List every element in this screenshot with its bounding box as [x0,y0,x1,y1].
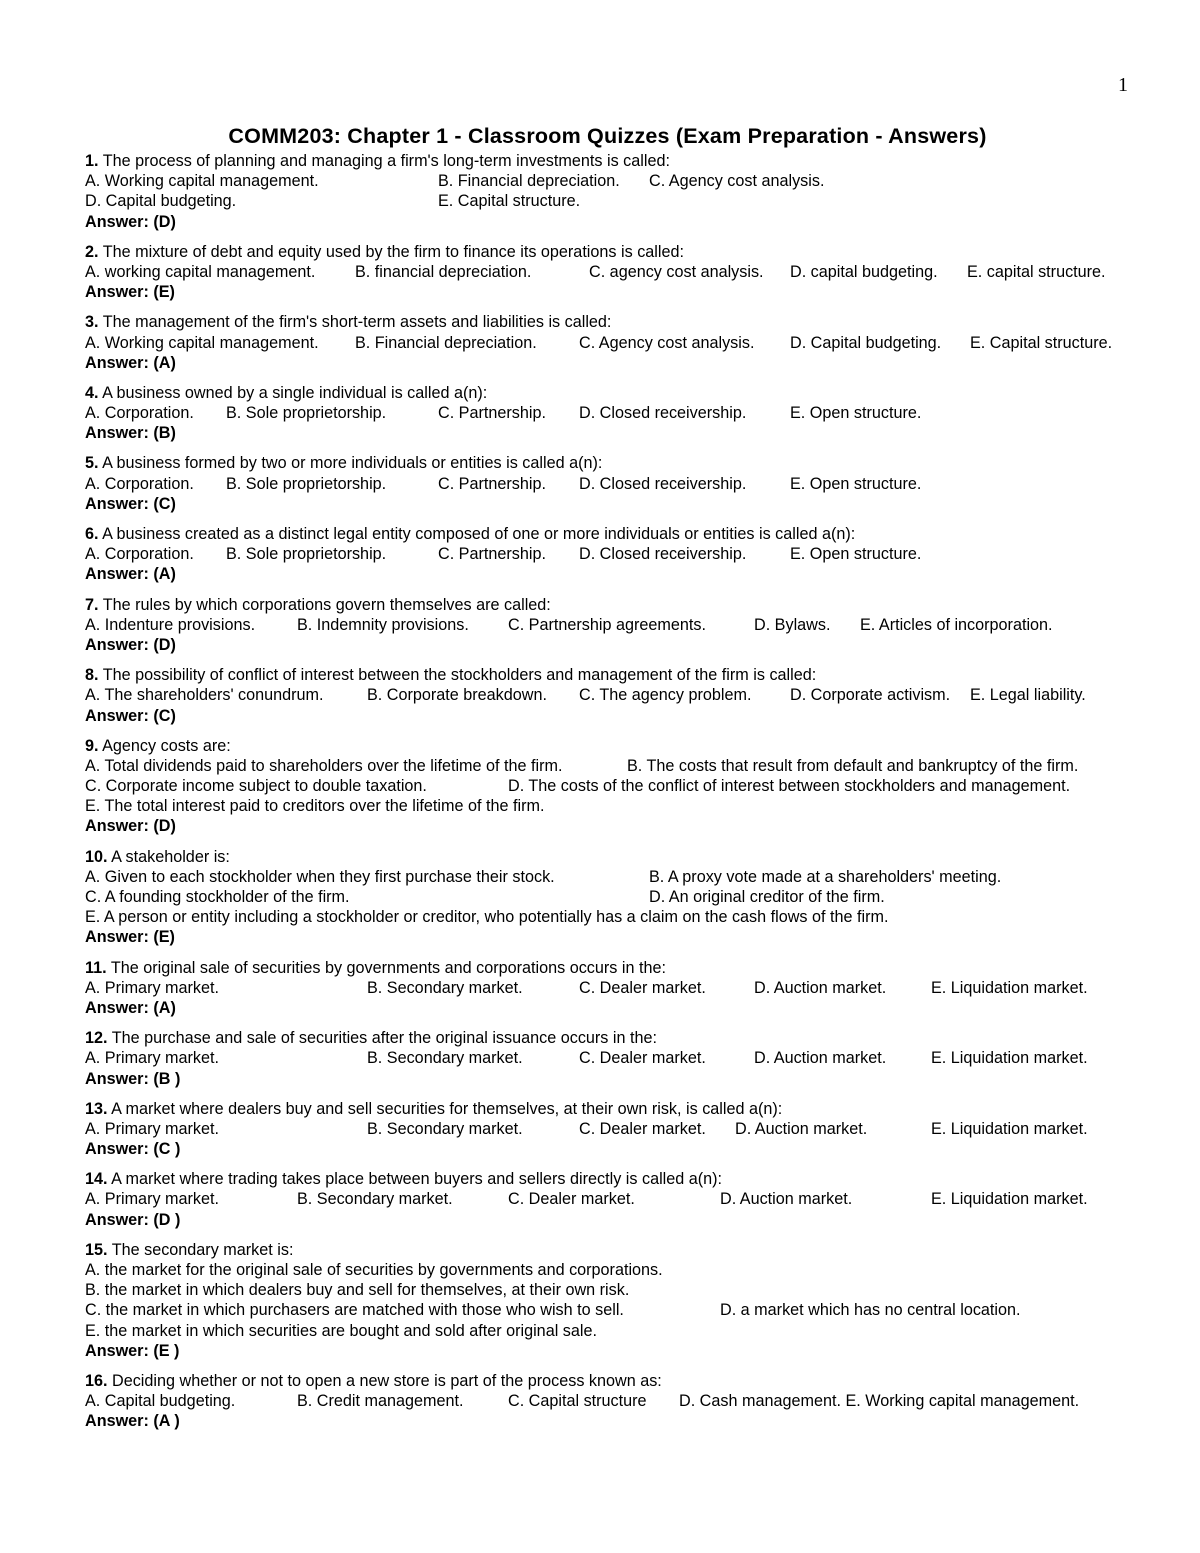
question-stem [85,1169,1185,1189]
answer-option: C. Partnership. [438,404,546,423]
answer-option: A. Corporation. [85,545,194,564]
answer-option: B. Financial depreciation. [438,172,620,191]
question-stem [85,736,1185,756]
answer-option: E. Open structure. [790,545,922,564]
answer-option: B. financial depreciation. [355,262,532,281]
question-number: 3. [85,313,99,332]
question-number: 14. [85,1170,108,1189]
question-stem [85,453,1185,473]
answer-option: E. Liquidation market. [931,1049,1088,1068]
question-text: The process of planning and managing a firm's long-term investments is called: [98,152,670,170]
question-text: The mixture of debt and equity used by the firm to finance its operations is called: [98,242,684,261]
answer-option: D. Cash management. E. Working capital management. [679,1392,1080,1411]
answer-option: B. Secondary market. [367,978,523,997]
question-stem [85,151,1185,171]
question-text: The management of the firm's short-term assets and liabilities is called: [98,313,612,332]
question-stem [85,524,1185,544]
question-stem [85,383,1185,403]
answer-option: E. Open structure. [790,404,922,423]
answer-key: Answer: (C) [85,494,176,513]
answer-option: A. Given to each stockholder when they first purchase their stock. [85,867,555,886]
answer-option: C. Partnership agreements. [508,615,706,634]
answer-option: A. Primary market. [85,1049,220,1068]
options-line [85,867,1185,887]
question-number: 5. [85,454,99,473]
answer-option: D. Closed receivership. [579,404,747,423]
answer-option: D. Auction market. [720,1190,853,1209]
options-line [85,1189,1185,1209]
answer-option: E. Articles of incorporation. [860,615,1053,634]
answer-option: D. Corporate activism. [790,686,951,705]
answer-option: C. Agency cost analysis. [579,333,755,352]
options-line [85,262,1185,282]
question-number: 15. [85,1240,108,1259]
options-line [85,544,1185,564]
answer-option: C. the market in which purchasers are matched with those who wish to sell. [85,1301,624,1320]
answer-key: Answer: (A) [85,565,176,584]
question-stem [85,595,1185,615]
options-line [85,474,1185,494]
question-text: A business created as a distinct legal entity composed of one or more individuals or entities is called a(n): [98,525,856,543]
options-line [85,171,1185,191]
answer-option: C. A founding stockholder of the firm. [85,888,350,906]
question-block [85,1028,1185,1089]
answer-option: A. the market for the original sale of securities by governments and corporations. [85,1261,663,1279]
question-number: 7. [85,595,99,614]
answer-option: D. The costs of the conflict of interest between stockholders and management. [508,777,1071,796]
options-line [85,403,1185,423]
question-block [85,312,1185,373]
answer-option: A. Primary market. [85,1119,220,1138]
question-block [85,958,1185,1019]
answer-option: D. Closed receivership. [579,474,747,493]
answer-key: Answer: (D) [85,212,176,231]
answer-key: Answer: (D ) [85,1210,181,1229]
answer-key: Answer: (B) [85,424,176,443]
question-number: 2. [85,242,99,261]
answer-key: Answer: (C ) [85,1140,181,1159]
answer-option: A. Indenture provisions. [85,615,256,634]
question-block [85,151,1185,232]
answer-option: A. Working capital management. [85,172,319,191]
question-text: The original sale of securities by governments and corporations occurs in the: [106,958,666,977]
answer-option: E. Liquidation market. [931,1190,1088,1209]
question-text: The purchase and sale of securities after the original issuance occurs in the: [107,1029,657,1048]
answer-option: D. Capital budgeting. [790,333,942,352]
question-block [85,847,1185,948]
options-line [85,907,1185,927]
answer-option: B. A proxy vote made at a shareholders' meeting. [649,867,1002,886]
answer-key: Answer: (E) [85,928,175,947]
question-text: A market where trading takes place between buyers and sellers directly is called a(n): [107,1170,723,1189]
question-text: The rules by which corporations govern themselves are called: [98,595,551,614]
answer-option: A. Total dividends paid to shareholders over the lifetime of the firm. [85,756,563,775]
question-block [85,736,1185,837]
answer-option: C. Partnership. [438,545,546,564]
question-number: 11. [85,958,107,977]
question-block [85,1371,1185,1432]
question-block [85,1240,1185,1361]
question-text: A market where dealers buy and sell securities for themselves, at their own risk, is called a(n): [107,1099,783,1118]
question-number: 6. [85,525,99,543]
question-number: 8. [85,666,99,685]
answer-option: E. Open structure. [790,474,922,493]
answer-option: D. An original creditor of the firm. [649,888,885,906]
question-block [85,524,1185,585]
answer-option: D. Capital budgeting. [85,192,237,211]
options-line [85,796,1185,816]
answer-key: Answer: (E) [85,283,175,302]
answer-option: B. Secondary market. [297,1190,453,1209]
options-line [85,615,1185,635]
options-line [85,1260,1185,1280]
question-text: Agency costs are: [98,736,231,755]
question-stem [85,242,1185,262]
answer-option: B. Credit management. [297,1392,464,1411]
quiz-list [85,151,1185,1442]
options-line [85,1300,1185,1320]
answer-key: Answer: (D) [85,635,176,654]
answer-option: B. Sole proprietorship. [226,545,387,564]
answer-option: E. the market in which securities are bought and sold after original sale. [85,1321,597,1340]
answer-option: C. Corporate income subject to double taxation. [85,777,427,796]
options-line [85,191,1185,211]
answer-option: C. Dealer market. [579,1119,706,1138]
options-line [85,978,1185,998]
answer-key: Answer: (C) [85,706,176,725]
answer-key: Answer: (D) [85,817,176,836]
question-block [85,1169,1185,1230]
answer-option: B. Corporate breakdown. [367,686,547,705]
question-number: 10. [85,847,108,866]
options-line [85,1321,1185,1341]
question-stem [85,1371,1185,1391]
question-stem [85,312,1185,332]
answer-option: D. Auction market. [754,1049,887,1068]
question-stem [85,847,1185,867]
question-number: 16. [85,1371,108,1390]
question-text: A business formed by two or more individuals or entities is called a(n): [98,454,603,473]
answer-option: C. Capital structure [508,1392,647,1411]
question-block [85,1099,1185,1160]
question-block [85,665,1185,726]
options-line [85,1391,1185,1411]
answer-option: D. Auction market. [735,1119,868,1138]
question-number: 4. [85,383,99,402]
answer-option: A. Capital budgeting. [85,1392,236,1411]
question-stem [85,958,1185,978]
answer-option: D. Closed receivership. [579,545,747,564]
question-stem [85,1240,1185,1260]
options-line [85,1119,1185,1139]
answer-option: A. Corporation. [85,404,194,423]
question-text: The secondary market is: [107,1240,294,1259]
answer-key: Answer: (A) [85,998,176,1017]
answer-option: E. capital structure. [967,262,1106,281]
answer-option: A. Primary market. [85,978,220,997]
question-number: 9. [85,736,99,755]
answer-option: B. the market in which dealers buy and sell for themselves, at their own risk. [85,1281,630,1300]
answer-key: Answer: (E ) [85,1341,180,1360]
answer-option: E. Capital structure. [970,333,1113,352]
answer-option: A. Primary market. [85,1190,220,1209]
answer-option: C. The agency problem. [579,686,752,705]
options-line [85,1048,1185,1068]
question-text: A stakeholder is: [107,847,230,866]
options-line [85,887,1185,907]
question-number: 13. [85,1099,108,1118]
question-stem [85,1099,1185,1119]
question-block [85,453,1185,514]
answer-option: D. a market which has no central location. [720,1301,1021,1320]
question-text: A business owned by a single individual is called a(n): [98,383,488,402]
answer-option: C. Partnership. [438,474,546,493]
question-block [85,595,1185,656]
answer-option: B. Secondary market. [367,1049,523,1068]
options-line [85,776,1185,796]
answer-option: A. Working capital management. [85,333,319,352]
answer-option: B. Financial depreciation. [355,333,537,352]
answer-option: D. capital budgeting. [790,262,938,281]
answer-option: E. Legal liability. [970,686,1086,705]
answer-option: B. Secondary market. [367,1119,523,1138]
answer-option: E. Liquidation market. [931,978,1088,997]
answer-option: C. Agency cost analysis. [649,172,825,191]
answer-option: A. Corporation. [85,474,194,493]
document-title: COMM203: Chapter 1 - Classroom Quizzes (Exam Preparation - Answers) [228,124,987,148]
answer-option: B. Sole proprietorship. [226,474,387,493]
answer-option: A. The shareholders' conundrum. [85,686,324,705]
answer-option: B. Sole proprietorship. [226,404,387,423]
answer-option: B. Indemnity provisions. [297,615,469,634]
answer-option: E. Liquidation market. [931,1119,1088,1138]
answer-option: D. Bylaws. [754,615,831,634]
question-text: Deciding whether or not to open a new store is part of the process known as: [107,1371,662,1390]
question-stem [85,665,1185,685]
answer-option: C. Dealer market. [579,978,706,997]
options-line [85,1280,1185,1300]
answer-option: E. Capital structure. [438,192,581,211]
answer-key: Answer: (B ) [85,1069,181,1088]
answer-option: B. The costs that result from default and bankruptcy of the firm. [627,756,1079,775]
answer-key: Answer: (A) [85,353,176,372]
options-line [85,685,1185,705]
answer-option: D. Auction market. [754,978,887,997]
page-number: 1 [1118,74,1128,96]
answer-key: Answer: (A ) [85,1412,180,1431]
question-block [85,383,1185,444]
answer-option: E. A person or entity including a stockholder or creditor, who potentially has a claim on the cash flows of the firm. [85,908,889,927]
question-block [85,242,1185,303]
question-number: 12. [85,1029,108,1048]
answer-option: C. Dealer market. [579,1049,706,1068]
answer-option: C. agency cost analysis. [589,262,764,281]
options-line [85,756,1185,776]
answer-option: E. The total interest paid to creditors over the lifetime of the firm. [85,797,545,816]
options-line [85,333,1185,353]
answer-option: C. Dealer market. [508,1190,635,1209]
question-stem [85,1028,1185,1048]
question-text: The possibility of conflict of interest between the stockholders and management of the firm is called: [98,666,817,685]
question-number: 1. [85,152,99,170]
answer-option: A. working capital management. [85,262,316,281]
